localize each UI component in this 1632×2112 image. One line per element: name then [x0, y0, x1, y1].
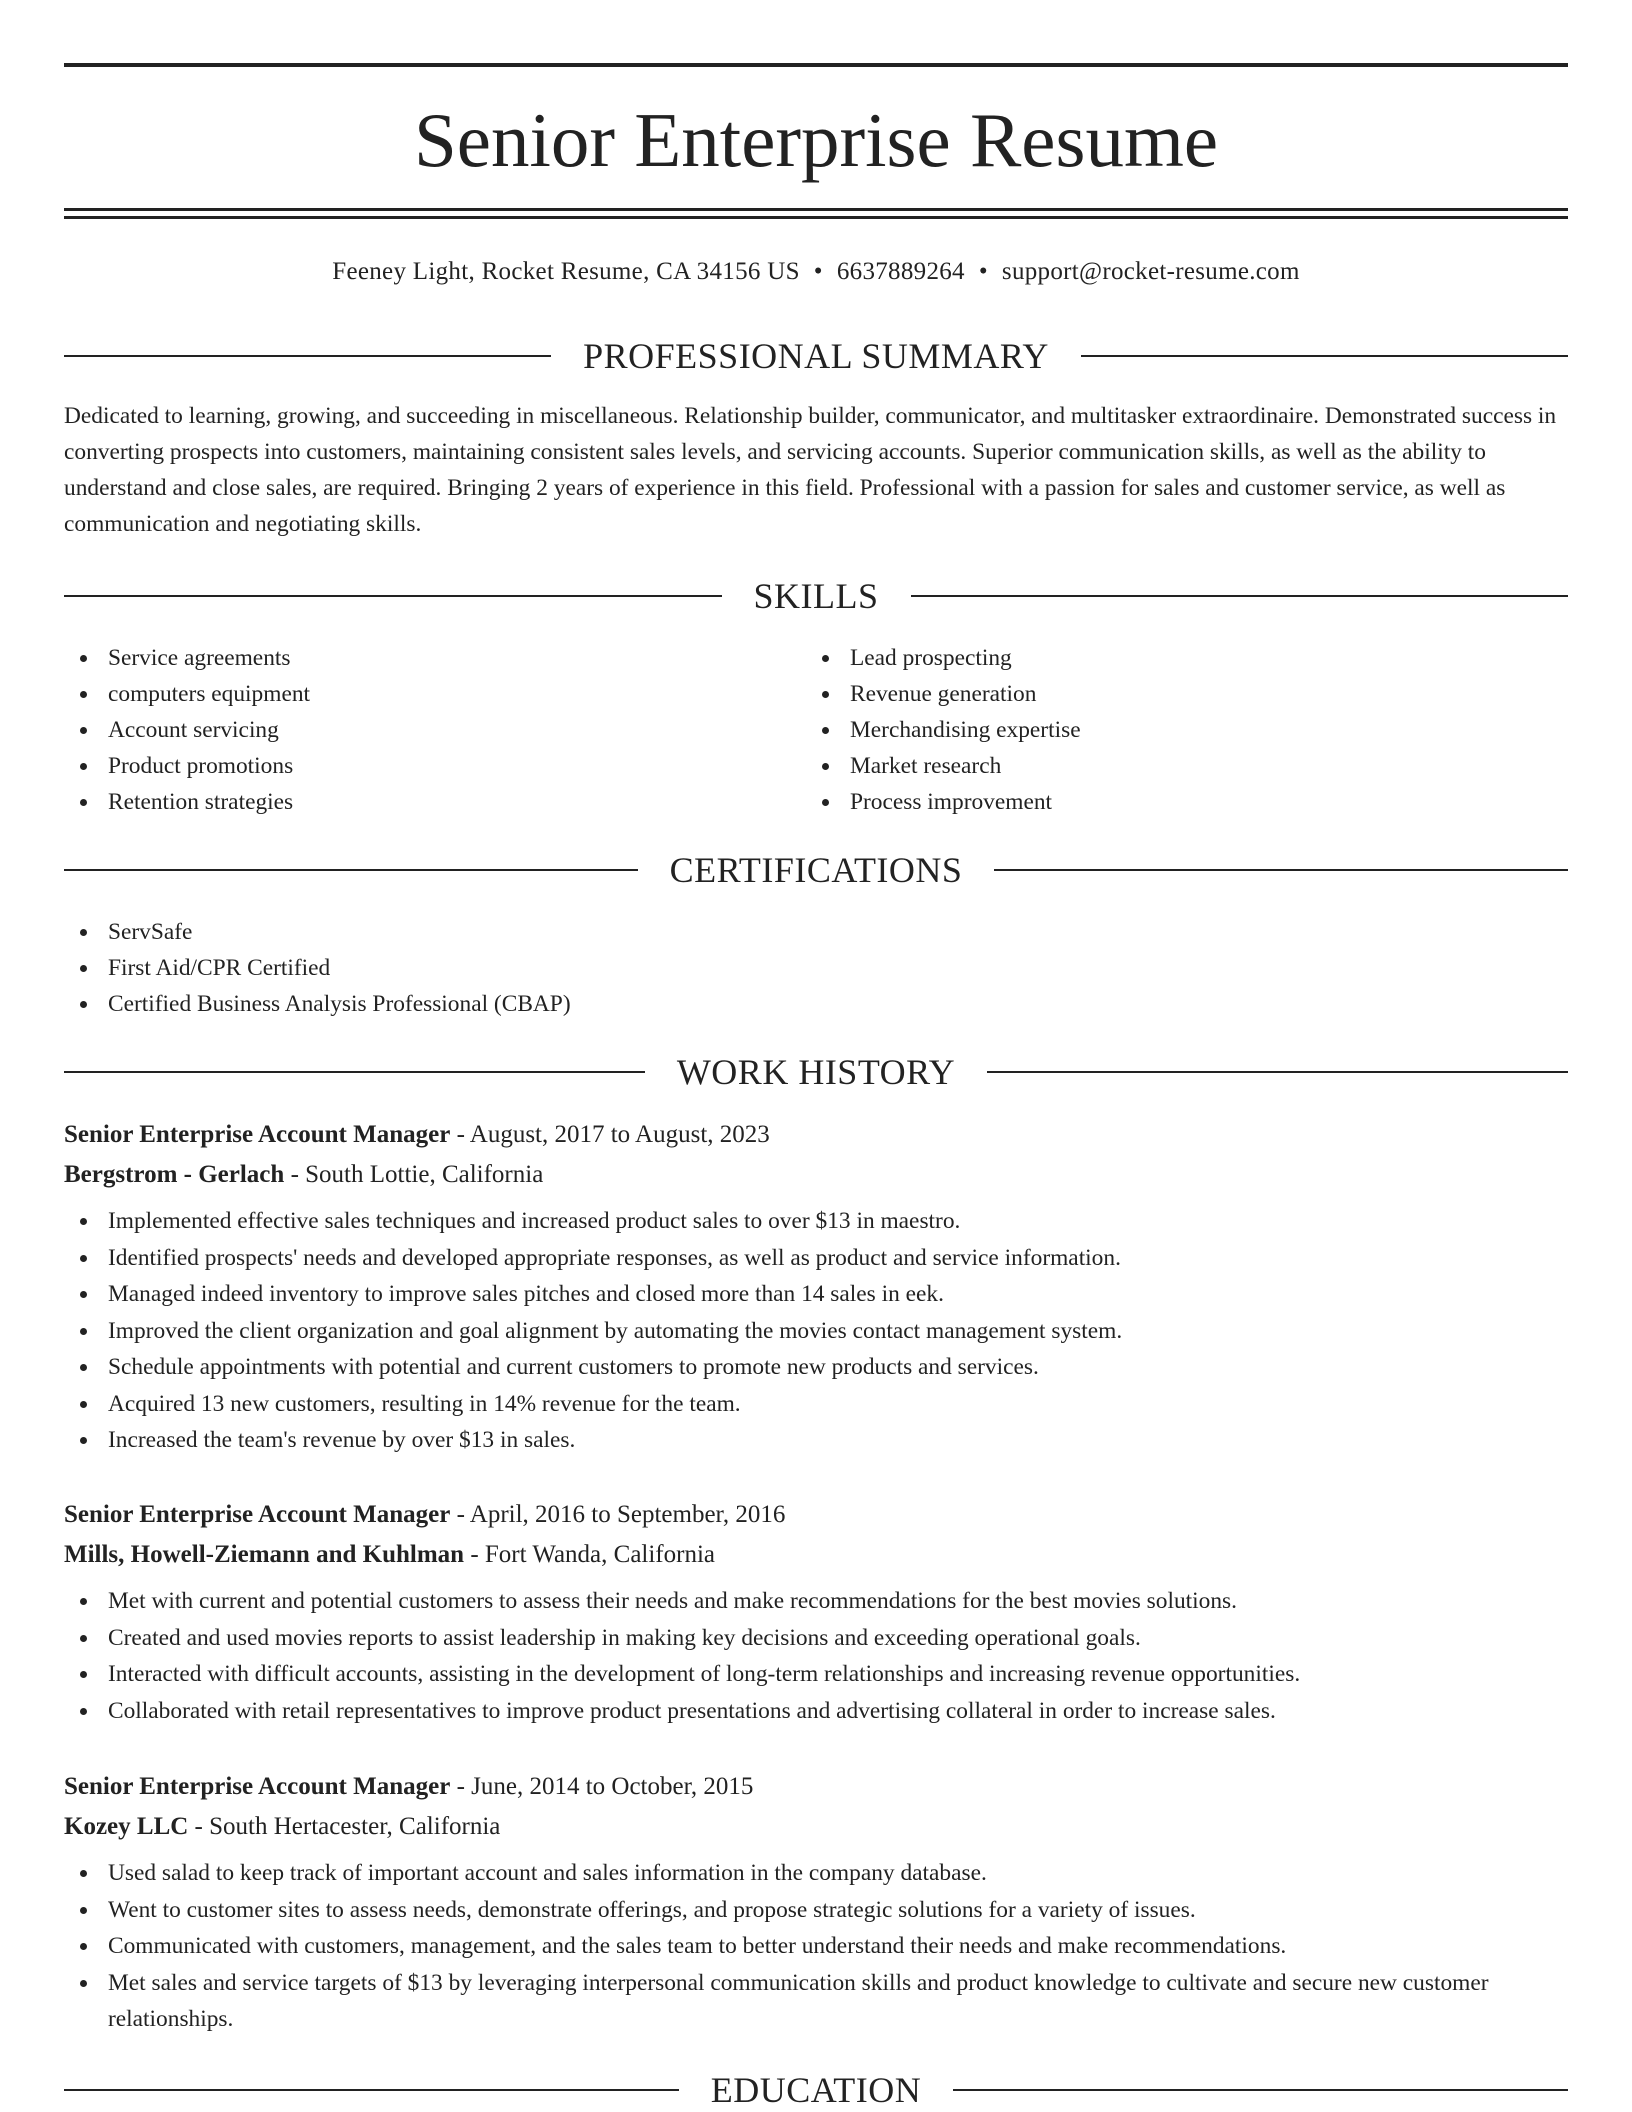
job-dates: - June, 2014 to October, 2015 — [450, 1773, 754, 1800]
skill-item: Retention strategies — [64, 784, 804, 820]
job-entry — [64, 1767, 1568, 2038]
heading-rule — [64, 2089, 679, 2091]
skill-item: Market research — [806, 748, 1546, 784]
job-bullet: Schedule appointments with potential and current customers to promote new products and services. — [64, 1349, 1568, 1386]
job-bullet: Identified prospects' needs and developed appropriate responses, as well as product and service information. — [64, 1240, 1568, 1277]
job-location: - South Hertacester, California — [188, 1813, 501, 1840]
section-heading-work-history — [64, 1050, 1568, 1094]
job-title: Senior Enterprise Account Manager — [64, 1121, 451, 1148]
skill-item: Service agreements — [64, 640, 804, 676]
skill-item: Merchandising expertise — [806, 712, 1546, 748]
contact-phone: 6637889264 — [836, 258, 965, 285]
summary-text: Dedicated to learning, growing, and succeeding in miscellaneous. Relationship builder, communicator, and multitasker extraordinaire. Demonstrated success in converting prospects into customers, maintaining consistent sales levels, and servicing accounts. Superior communication skills, as well as the ability to understand and close sales, are required. Bringing 2 years of experience in this field. Professional with a passion for sales and customer service, as well as communication and negotiating skills. — [64, 403, 1557, 537]
job-title-line — [64, 1115, 1568, 1155]
contact-address: Feeney Light, Rocket Resume, CA 34156 US — [332, 258, 800, 285]
heading-rule — [64, 1071, 645, 1073]
job-dates: - August, 2017 to August, 2023 — [450, 1121, 770, 1148]
job-dates: - April, 2016 to September, 2016 — [450, 1501, 786, 1528]
skill-item: Lead prospecting — [806, 640, 1546, 676]
job-bullet: Improved the client organization and goal alignment by automating the movies contact management system. — [64, 1313, 1568, 1350]
section-title: CERTIFICATIONS — [669, 850, 963, 890]
job-entry — [64, 1495, 1568, 1729]
skills-list-left — [64, 640, 804, 820]
job-bullet: Met with current and potential customers to assess their needs and make recommendations for the best movies solutions. — [64, 1583, 1568, 1620]
heading-rule — [987, 1071, 1568, 1073]
section-title: SKILLS — [753, 576, 879, 616]
skills-list-right — [806, 640, 1546, 820]
contact-separator: • — [813, 258, 823, 285]
job-bullet: Met sales and service targets of $13 by leveraging interpersonal communication skills and product knowledge to cultivate and secure new customer relationships. — [64, 1965, 1568, 2038]
job-location: - South Lottie, California — [284, 1161, 544, 1188]
skill-item: Account servicing — [64, 712, 804, 748]
certification-item: Certified Business Analysis Professional (CBAP) — [64, 986, 1568, 1022]
section-heading-summary — [64, 334, 1568, 378]
job-bullet: Went to customer sites to assess needs, demonstrate offerings, and propose strategic solutions for a variety of issues. — [64, 1892, 1568, 1929]
job-company: Kozey LLC — [64, 1813, 189, 1840]
skill-item: Product promotions — [64, 748, 804, 784]
section-heading-certifications — [64, 848, 1568, 892]
job-company-line — [64, 1535, 1568, 1575]
job-bullet: Used salad to keep track of important account and sales information in the company database. — [64, 1855, 1568, 1892]
section-title: WORK HISTORY — [676, 1052, 956, 1092]
job-bullets — [64, 1203, 1568, 1459]
job-bullets — [64, 1583, 1568, 1729]
title-double-rule-upper — [64, 208, 1568, 211]
job-bullet: Created and used movies reports to assist leadership in making key decisions and exceeding operational goals. — [64, 1620, 1568, 1657]
job-bullet: Implemented effective sales techniques and increased product sales to over $13 in maestro. — [64, 1203, 1568, 1240]
job-title: Senior Enterprise Account Manager — [64, 1773, 451, 1800]
heading-rule — [64, 355, 551, 357]
job-company: Mills, Howell-Ziemann and Kuhlman — [64, 1541, 465, 1568]
job-bullet: Acquired 13 new customers, resulting in 14% revenue for the team. — [64, 1386, 1568, 1423]
title-double-rule-lower — [64, 216, 1568, 219]
job-bullet: Increased the team's revenue by over $13 in sales. — [64, 1422, 1568, 1459]
heading-rule — [1081, 355, 1568, 357]
job-bullets — [64, 1855, 1568, 2038]
certifications-list — [64, 914, 1568, 1022]
heading-rule — [64, 595, 722, 597]
heading-rule — [911, 595, 1569, 597]
contact-separator: • — [978, 258, 988, 285]
job-bullet: Communicated with customers, management, and the sales team to better understand their needs and make recommendations. — [64, 1928, 1568, 1965]
section-title: PROFESSIONAL SUMMARY — [583, 336, 1049, 376]
job-company-line — [64, 1155, 1568, 1195]
heading-rule — [953, 2089, 1568, 2091]
top-rule — [64, 63, 1568, 67]
section-heading-skills — [64, 574, 1568, 618]
job-title-line — [64, 1767, 1568, 1807]
resume-title: Senior Enterprise Resume — [413, 97, 1219, 183]
skill-item: computers equipment — [64, 676, 804, 712]
certification-item: First Aid/CPR Certified — [64, 950, 1568, 986]
job-title: Senior Enterprise Account Manager — [64, 1501, 451, 1528]
job-title-line — [64, 1495, 1568, 1535]
job-company: Bergstrom - Gerlach — [64, 1161, 285, 1188]
skill-item: Revenue generation — [806, 676, 1546, 712]
contact-email: support@rocket-resume.com — [1001, 258, 1300, 285]
job-bullet: Interacted with difficult accounts, assisting in the development of long-term relationships and increasing revenue opportunities. — [64, 1656, 1568, 1693]
heading-rule — [994, 869, 1568, 871]
skill-item: Process improvement — [806, 784, 1546, 820]
section-heading-education — [64, 2068, 1568, 2112]
contact-line — [64, 254, 1568, 290]
section-title: EDUCATION — [710, 2070, 922, 2110]
job-bullet: Collaborated with retail representatives to improve product presentations and advertising collateral in order to increase sales. — [64, 1693, 1568, 1730]
job-location: - Fort Wanda, California — [464, 1541, 716, 1568]
heading-rule — [64, 869, 638, 871]
job-bullet: Managed indeed inventory to improve sales pitches and closed more than 14 sales in eek. — [64, 1276, 1568, 1313]
job-entry — [64, 1115, 1568, 1459]
job-company-line — [64, 1807, 1568, 1847]
certification-item: ServSafe — [64, 914, 1568, 950]
